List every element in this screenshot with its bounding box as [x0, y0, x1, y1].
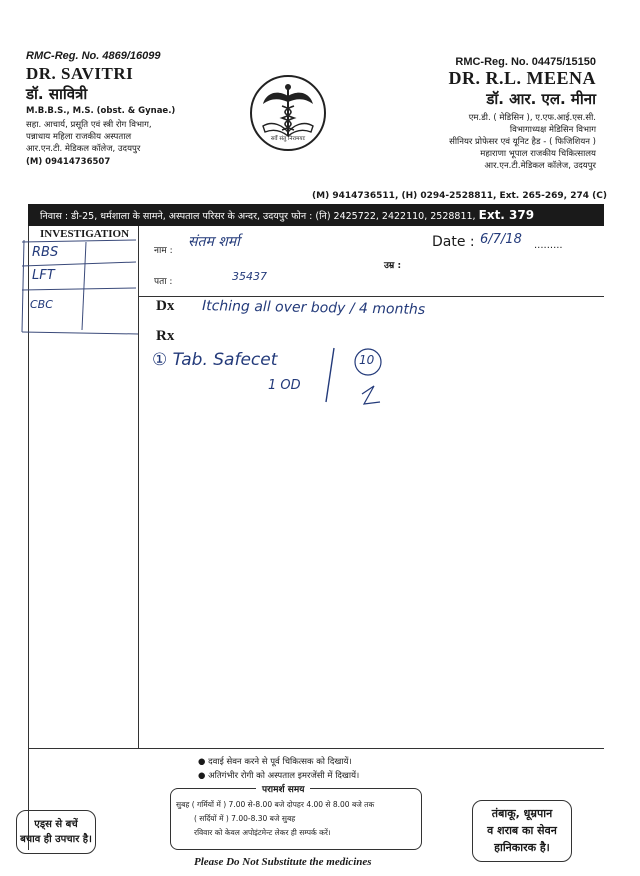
tobacco-warning-badge: तंबाकू, धूम्रपान व शराब का सेवन हानिकारक है। — [472, 800, 572, 862]
consultation-line3: रविवार को केवल अपोइंटमेन्ट लेकर ही सम्पर्क करें। — [194, 828, 331, 837]
right-doctor-line1: विभागाध्यक्ष मेडिसिन विभाग — [509, 125, 596, 135]
aids-awareness-badge: एड्स से बचें बचाव ही उपचार है। — [16, 810, 96, 854]
footer-note: Please Do Not Substitute the medicines — [194, 856, 372, 868]
bullet-icon: ● — [198, 757, 209, 767]
investigation-title: INVESTIGATION — [40, 228, 130, 240]
diagnosis-text: Itching all over body / 4 months — [201, 298, 426, 318]
patient-info-divider — [138, 296, 604, 297]
left-reg-number: RMC-Reg. No. 4869/16099 — [26, 50, 161, 62]
investigation-item: CBC — [30, 298, 53, 311]
caduceus-logo — [249, 74, 327, 152]
left-doctor-degree: M.B.B.S., M.S. (obst. & Gynae.) — [26, 106, 176, 116]
left-doctor-block — [26, 50, 256, 167]
left-doctor-line1: सहा. आचार्य, प्रसूति एवं स्त्री रोग विभाग, — [26, 120, 152, 130]
address-banner — [28, 204, 604, 226]
patient-address-value: 35437 — [232, 270, 267, 283]
medication-dosage: 1 OD — [268, 378, 301, 393]
consultation-title: परामर्श समय — [256, 782, 310, 795]
right-doctor-line4: आर.एन.टी.मेडिकल कॉलेज, उदयपुर — [484, 161, 596, 171]
left-doctor-line2: पन्नाधाय महिला राजकीय अस्पताल — [26, 132, 132, 142]
left-doctor-line3: आर.एन.टी. मेडिकल कॉलेज, उदयपुर — [26, 144, 141, 154]
duration-value: 10 — [359, 353, 375, 367]
note-2: ● अतिगंभीर रोगी को अस्पताल इमरजेंसी में दिखायें। — [198, 771, 360, 781]
medication-name: ① Tab. Safecet — [152, 350, 278, 370]
right-doctor-name: DR. R.L. MEENA — [448, 68, 596, 88]
left-doctor-mobile: (M) 09414736507 — [26, 157, 111, 167]
right-reg-number: RMC-Reg. No. 04475/15150 — [455, 56, 596, 68]
date-label: Date : — [432, 234, 475, 250]
consultation-line1: सुबह ( गर्मियों में ) 7.00 से-8.00 बजे दोपहर 4.00 से 8.00 बजे तक — [176, 800, 375, 809]
phone-numbers: (M) 9414736511, (H) 0294-2528811, Ext. 265-269, 274 (C) — [312, 191, 607, 201]
note-1: ● दवाई सेवन करने से पूर्व चिकित्सक को दिखायें। — [198, 757, 352, 767]
left-doctor-name-hindi: डॉ. सावित्री — [26, 85, 88, 103]
date-value: 6/7/18 — [480, 232, 522, 247]
right-doctor-line2: सीनियर प्रोफेसर एवं यूनिट हैड - ( फिजिशियन ) — [449, 137, 596, 147]
investigation-item: RBS — [32, 245, 59, 260]
banner-address: निवास : डी-25, धर्मशाला के सामने, अस्पताल परिसर के अन्दर, उदयपुर फोन : (नि) 2425722, 2422110, 2528811, — [40, 211, 476, 222]
right-doctor-block — [336, 56, 596, 172]
right-doctor-line3: महाराणा भूपाल राजकीय चिकित्सालय — [480, 149, 596, 159]
notes-divider — [28, 748, 604, 749]
rx-symbol: Rx — [156, 328, 175, 344]
right-doctor-name-hindi: डॉ. आर. एल. मीना — [486, 90, 596, 108]
date-dots: ......... — [534, 240, 563, 251]
patient-name-label: नाम : — [154, 246, 173, 256]
consultation-line2: ( सर्दियों में ) 7.00-8.30 बजे सुबह — [194, 814, 296, 823]
left-doctor-name: DR. SAVITRI — [26, 64, 134, 83]
patient-age-label: उम्र : — [384, 261, 402, 271]
banner-ext: Ext. 379 — [478, 208, 535, 222]
patient-name-value: संतम शर्मा — [188, 234, 240, 250]
bullet-icon: ● — [198, 771, 209, 781]
right-doctor-degree: एम.डी. ( मेडिसिन ), ए.एफ.आई.एस.सी. — [468, 113, 596, 123]
investigation-item: LFT — [32, 268, 55, 283]
logo-motto: सर्वे संतु निरामयाः — [270, 136, 306, 142]
dx-symbol: Dx — [156, 298, 175, 314]
patient-address-label: पता : — [154, 277, 173, 287]
